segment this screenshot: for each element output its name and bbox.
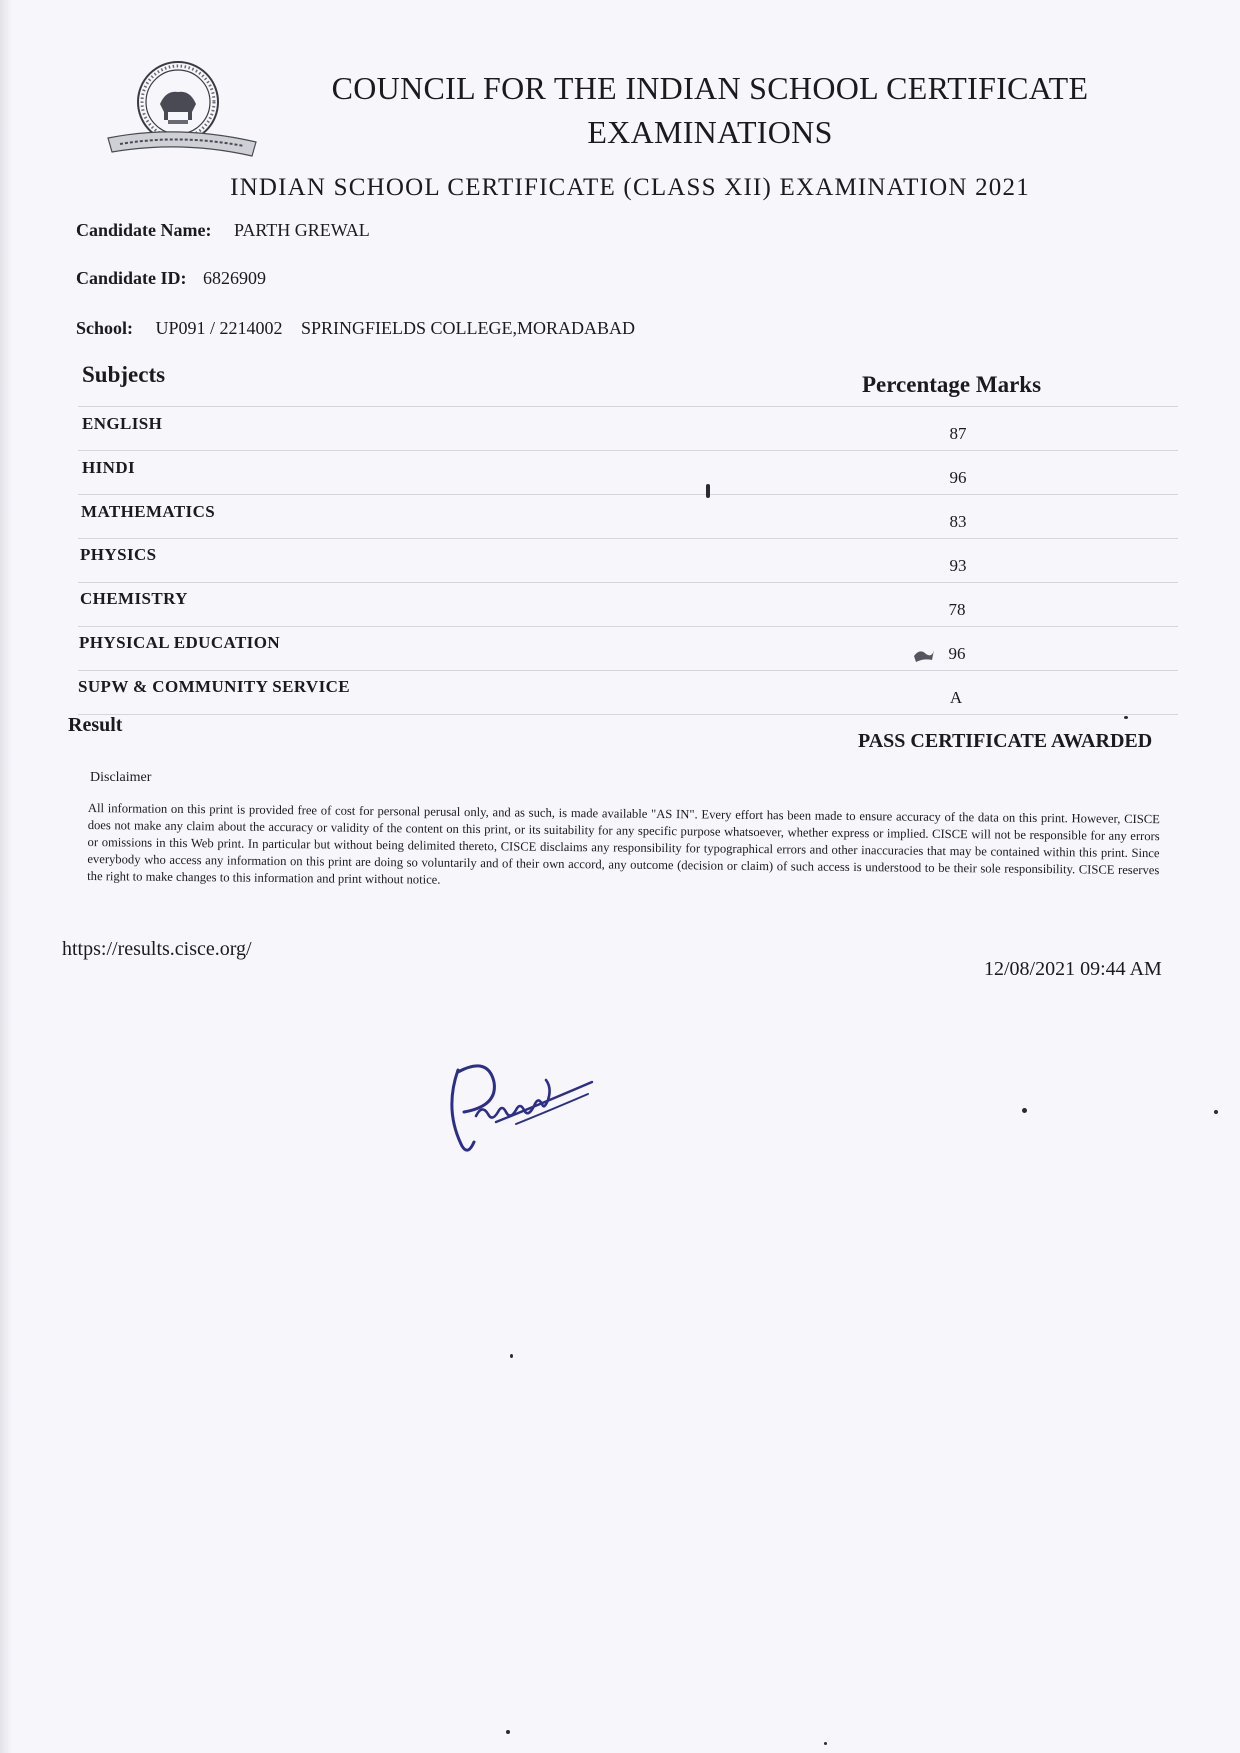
mark-hindi: 96	[949, 468, 967, 487]
marks-table	[70, 358, 1188, 716]
results-url: https://results.cisce.org/	[62, 938, 252, 960]
mark-english: 87	[949, 424, 967, 443]
candidate-id-label: Candidate ID:	[76, 268, 187, 288]
school-label: School:	[76, 318, 134, 338]
school-name: SPRINGFIELDS COLLEGE,MORADABAD	[301, 318, 636, 338]
subject-english: ENGLISH	[82, 414, 163, 433]
council-title-line1: COUNCIL FOR THE INDIAN SCHOOL CERTIFICATE	[331, 70, 1089, 106]
council-title	[320, 66, 1100, 154]
ink-speck	[1022, 1108, 1027, 1113]
table-rule	[78, 494, 1178, 495]
mark-physical-education: 96	[948, 644, 966, 663]
mark-chemistry: 78	[948, 600, 966, 619]
candidate-name-row	[76, 220, 384, 241]
table-rule	[78, 714, 1178, 715]
table-rule	[78, 582, 1178, 583]
ink-smudge-icon	[912, 646, 936, 662]
ink-speck	[510, 1354, 513, 1358]
exam-title: INDIAN SCHOOL CERTIFICATE (CLASS XII) EXAMINATION 2021	[230, 174, 1030, 201]
candidate-id-value: 6826909	[203, 268, 267, 288]
ink-speck	[824, 1742, 827, 1745]
school-row	[76, 318, 649, 339]
cisce-emblem-icon	[100, 58, 260, 168]
council-title-line2: EXAMINATIONS	[587, 114, 833, 150]
subject-mathematics: MATHEMATICS	[81, 502, 216, 521]
subject-physics: PHYSICS	[80, 545, 157, 564]
candidate-id-row	[76, 268, 280, 289]
table-rule	[78, 538, 1178, 539]
print-datetime: 12/08/2021 09:44 AM	[984, 958, 1162, 980]
subjects-column-header: Subjects	[82, 362, 166, 387]
candidate-name-label: Candidate Name:	[76, 220, 212, 240]
ink-speck	[506, 1730, 510, 1734]
table-rule	[78, 406, 1178, 407]
table-rule	[78, 670, 1178, 671]
subject-chemistry: CHEMISTRY	[80, 589, 188, 608]
mark-mathematics: 83	[949, 512, 967, 531]
subject-supw-community-service: SUPW & COMMUNITY SERVICE	[78, 677, 351, 696]
mark-physics: 93	[949, 556, 967, 575]
table-rule	[78, 450, 1178, 451]
result-value: PASS CERTIFICATE AWARDED	[858, 730, 1153, 752]
scan-edge-shadow	[0, 0, 12, 1753]
marks-column-header: Percentage Marks	[862, 372, 1042, 397]
school-code: UP091 / 2214002	[155, 318, 283, 338]
result-label: Result	[68, 714, 123, 736]
ink-speck	[1124, 716, 1128, 719]
handwritten-signature-icon	[436, 1050, 596, 1170]
disclaimer-heading: Disclaimer	[90, 770, 152, 785]
ink-speck	[1214, 1110, 1218, 1114]
ink-speck	[706, 484, 710, 498]
mark-supw-community-service: A	[949, 688, 963, 707]
disclaimer-text: All information on this print is provided free of cost for personal perusal only, and as such, is made available "AS IN". Every effort has been made to ensure accuracy of the data on this print. However, CISCE does not make any claim about the accuracy or validity of the content on this print, or its suitability for any specific purpose whatsoever, whether express or implied. CISCE will not be responsible for any errors or omissions in this Web print. In particular but without being delimited thereto, CISCE disclaims any responsibility for typographical errors and other inaccuracies that may be contained within this print. Since everybody who access any information on this print are doing so voluntarily and of their own accord, any outcome (decision or claim) of such access is understood to be their sole responsibility. CISCE reserves the right to make changes to this information and print without notice.	[87, 800, 1160, 887]
candidate-name-value: PARTH GREWAL	[234, 220, 370, 240]
table-rule	[78, 626, 1178, 627]
subject-physical-education: PHYSICAL EDUCATION	[79, 633, 280, 652]
subject-hindi: HINDI	[82, 458, 136, 477]
